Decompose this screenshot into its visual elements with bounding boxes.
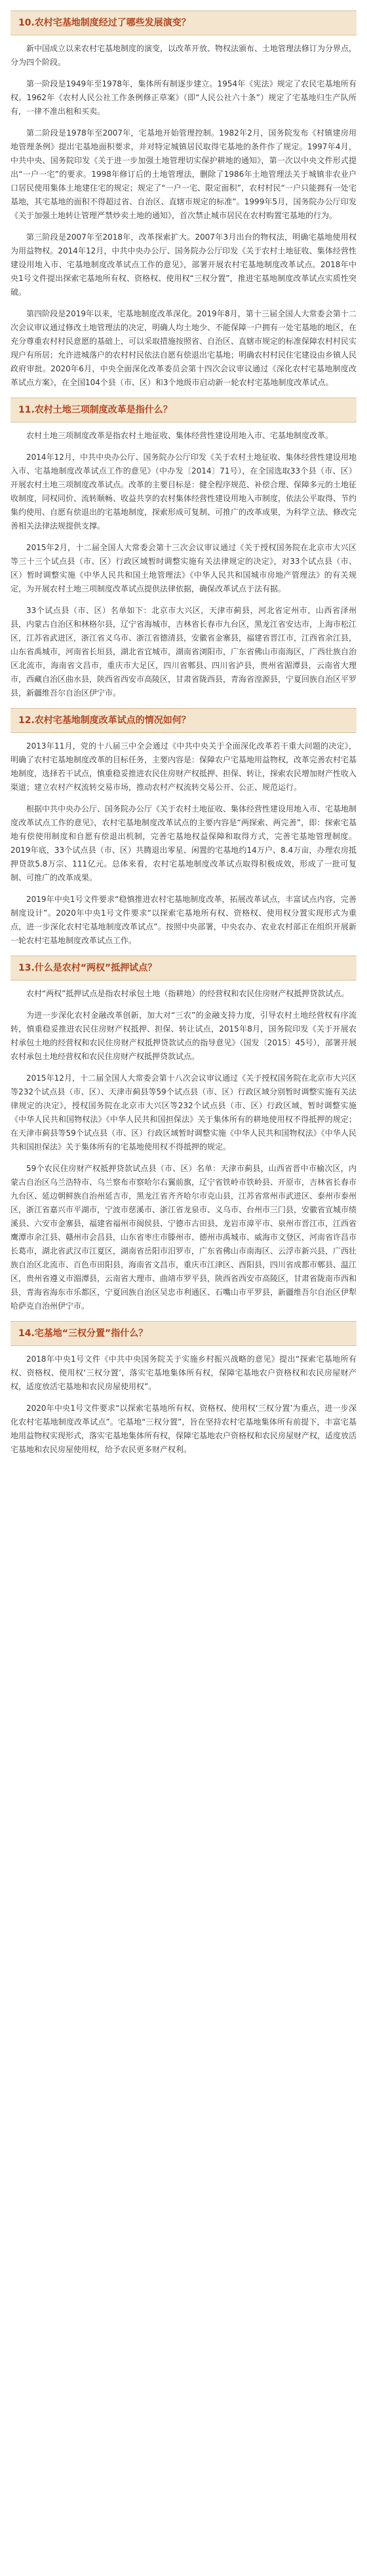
- section-title-13: 13.什么是农村“两权”抵押试点？: [10, 956, 357, 980]
- paragraph: 2018年中央1号文件《中共中央国务院关于实施乡村振兴战略的意见》提出“探索宅基地所有权、资格权、使用权‘三权分置’，落实宅基地集体所有权，保障宅基地农户资格权和农民房屋财产权，适度放活宅基地和农民房屋使用权”。: [10, 1354, 357, 1391]
- paragraph: 2013年11月，党的十八届三中全会通过《中共中央关于全面深化改革若干重大问题的决定》，明确了农村宅基地制度改革的目标任务，主要内容是：保障农户宅基地用益物权，改革完善农村宅基地制度，选择若干试点，慎重稳妥推进农民住房财产权抵押、担保、转让，探索农民增加财产性收入渠道；建立农村产权流转交易市场，推动农村产权流转交易公开、公正、规范运行。: [10, 741, 357, 792]
- paragraph: 第四阶段是2019年以来，宅基地制度改革深化。2019年8月，第十三届全国人大常委会第十二次会议审议通过修改土地管理法的决定，明确人均土地少、不能保障一户拥有一处宅基地的地区，在充分尊重农村村民意愿的基础上，可以采取措施按照省、自治区、直辖市规定的标准保障农村村民实现户有所居；允许进城落户的农村村民依法自愿有偿退出宅基地；明确农村村民住宅建设由乡镇人民政府审批。2020年6月，中央全面深化改革委员会第十四次会议审议通过《深化农村宅基地制度改革试点方案》，在全国104个县（市、区）和3个地级市启动新一轮农村宅基地制度改革试点。: [10, 309, 357, 387]
- paragraph: 新中国成立以来农村宅基地制度的演变，以改革开放、物权法颁布、土地管理法修订为分界点，分为四个阶段。: [10, 44, 357, 67]
- paragraph: 33个试点县（市、区）名单如下：北京市大兴区，天津市蓟县，河北省定州市，山西省泽州县，内蒙古自治区和林格尔县，辽宁省海城市，吉林省长春市九台区，黑龙江省安达市，上海市松江区，江苏省武进区，浙江省义乌市、浙江省德清县，安徽省金寨县，福建省晋江市，江西省余江县，山东省禹城市，河南省长垣县，湖北省宜城市，湖南省浏阳市，广东省佛山市南海区，广西壮族自治区北流市，海南省文昌市，重庆市大足区，四川省郫县、四川省泸县，贵州省湄潭县，云南省大理市，西藏自治区曲水县，陕西省西安市高陵区，甘肃省陇西县，青海省湟源县，宁夏回族自治区平罗县，新疆维吾尔自治区伊宁市。: [10, 606, 357, 698]
- paragraph: 2019年中央1号文件要求“稳慎推进农村宅基地制度改革，拓展改革试点，丰富试点内容，完善制度设计”。2020年中央1号文件要求“以探索宅基地所有权、资格权、使用权分置实现形式为重点，进一步深化农村宅基地制度改革试点”。按照中央部署，中央农办、农业农村部正在组织开展新一轮农村宅基地制度改革试点工作。: [10, 895, 357, 945]
- paragraph: 2020年中央1号文件要求“以探索宅基地所有权、资格权、使用权‘三权分置’为重点，进一步深化农村宅基地制度改革试点”。宅基地“三权分置”，旨在坚持农村宅基地集体所有前提下，丰富宅基地用益物权实现形式，落实宅基地集体所有权，保障宅基地农户资格权和农民房屋财产权，适度放活宅基地和农民房屋使用权，给予农民更多财产权利。: [10, 1404, 357, 1454]
- paragraph: 2015年12月，十二届全国人大常委会第十八次会议审议通过《关于授权国务院在北京市大兴区等232个试点县（市、区）、天津市蓟县等59个试点县（市、区）行政区域分别暂时调整实施有关法律规定的决定》，授权国务院在北京市大兴区等232个试点县（市、区）行政区域，暂时调整实施《中华人民共和国物权法》《中华人民共和国担保法》关于集体所有的耕地使用权不得抵押的规定；在天津市蓟县等59个试点县（市、区）行政区域暂时调整实施《中华人民共和国物权法》《中华人民共和国担保法》关于集体所有的宅基地使用权不得抵押的规定。: [10, 1073, 357, 1151]
- paragraph: 第一阶段是1949年至1978年，集体所有制逐步建立。1954年《宪法》规定了农民宅基地所有权。1962年《农村人民公社工作条例修正草案》（即“人民公社六十条”）规定了宅基地归生产队所有，一律不准出租和买卖。: [10, 79, 357, 116]
- section-title-14: 14.宅基地“三权分置”指什么？: [10, 1321, 357, 1346]
- paragraph: 根据中共中央办公厅、国务院办公厅《关于农村土地征收、集体经营性建设用地入市、宅基地制度改革试点工作的意见》，农村宅基地制度改革试点的主要内容是“两探索、两完善”，即：探索宅基地有偿使用制度和自愿有偿退出机制，完善宅基地权益保障和取得方式，完善宅基地管理制度。2019年底，33个试点县（市、区）共腾退出零星、闲置的宅基地约14万户、8.4万亩，办理农房抵押贷款5.8万宗、111亿元。总体来看，农村宅基地制度改革试点取得积极成效，形成了一批可复制、可推广的改革成果。: [10, 804, 357, 882]
- paragraph: 第二阶段是1978年至2007年，宅基地开始管理控制。1982年2月，国务院发布《村镇建房用地管理条例》提出宅基地面积要求，并对特定城镇居民取得宅基地的条件作了规定。1997年4月，中共中央、国务院印发《关于进一步加强土地管理切实保护耕地的通知》，第一次以中央文件形式提出“一户一宅”的要求。1998年修订后的土地管理法，删除了1986年土地管理法关于城镇非农业户口居民使用集体土地建住宅的规定；规定了“一户一宅、限定面积”，农村村民“一户只能拥有一处宅基地，其宅基地的面积不得超过省、自治区、直辖市规定的标准”。1999年5月，国务院办公厅印发《关于加强土地转让管理严禁炒卖土地的通知》，首次禁止城市居民在农村购置宅基地的行为。: [10, 128, 357, 220]
- paragraph: 59个农民住房财产权抵押贷款试点县（市、区）名单：天津市蓟县，山西省晋中市榆次区，内蒙古自治区乌兰浩特市、乌兰察布市察哈尔右翼前旗，辽宁省铁岭市铁岭县、开原市，吉林省长春市九台区、延边朝鲜族自治州延吉市，黑龙江省齐齐哈尔市克山县，江苏省常州市武进区、泰州市泰州区，浙江省嘉兴市平湖市，宁波市慈溪市、浙江省龙泉市、义乌市、台州市三门县，安徽省宣城市绩溪县、六安市金寨县，福建省福州市闽侯县、宁德市古田县、龙岩市漳平市、泉州市晋江市，江西省鹰潭市余江县、赣州市会昌县，山东省枣庄市滕州市、德州市禹城市、威海市文登区，河南省许昌市长葛市，湖北省武汉市江夏区，湖南省岳阳市汨罗市，广东省佛山市南海区、云浮市新兴县，广西壮族自治区北流市、百色市田阳县，海南省文昌市，重庆市江津区、酉阳县，四川省成都市郫县、温江区，贵州省遵义市湄潭县，云南省大理市、曲靖市罗平县，陕西省西安市高陵区，甘肃省陇南市西和县，青海省海东市乐都区，宁夏回族自治区吴忠市利通区、石嘴山市平罗县，新疆维吾尔自治区伊犁哈萨克自治州伊宁市。: [10, 1164, 357, 1311]
- section-title-12: 12.农村宅基地制度改革试点的情况如何？: [10, 708, 357, 733]
- paragraph: 2014年12月，中共中央办公厅、国务院办公厅印发《关于农村土地征收、集体经营性建设用地入市、宅基地制度改革试点工作的意见》（中办发〔2014〕71号），在全国选取33个县（市、区）开展农村土地三项制度改革试点。改革的主要目标是：健全程序规范、补偿合理、保障多元的土地征收制度，同权同价、流转顺畅、收益共享的农村集体经营性建设用地入市制度，依法公平取得、节约集约使用、自愿有偿退出的宅基地制度，探索形成可复制、可推广的改革成果，为科学立法、修改完善相关法律法规提供支撑。: [10, 453, 357, 531]
- paragraph: 2015年2月，十二届全国人大常委会第十三次会议审议通过《关于授权国务院在北京市大兴区等三十三个试点县（市、区）行政区域暂时调整实施有关法律规定的决定》，对33个试点县（市、区）暂时调整实施《中华人民共和国土地管理法》《中华人民共和国城市房地产管理法》的有关规定，为开展农村土地三项制度改革试点提供法律依据，确保改革试点于法有据。: [10, 543, 357, 593]
- section-title-11: 11.农村土地三项制度改革是指什么？: [10, 398, 357, 422]
- paragraph: 农村“两权”抵押试点是指农村承包土地（指耕地）的经营权和农民住房财产权抵押贷款试点。: [26, 989, 349, 998]
- section-title-10: 10.农村宅基地制度经过了哪些发展演变？: [10, 10, 357, 35]
- paragraph: 农村土地三项制度改革是指农村土地征收、集体经营性建设用地入市、宅基地制度改革。: [26, 431, 334, 440]
- paragraph: 第三阶段是2007年至2018年，改革探索扩大。2007年3月出台的物权法，明确宅基地使用权为用益物权。2014年12月，中共中央办公厅、国务院办公厅印发《关于农村土地征收、集体经营性建设用地入市、宅基地制度改革试点工作的意见》，部署开展农村宅基地制度改革试点。2018年中央1号文件提出探索宅基地所有权、资格权、使用权“三权分置”，推进宅基地制度改革试点实质性突破。: [10, 233, 357, 297]
- paragraph: 为进一步深化农村金融改革创新，加大对“三农”的金融支持力度，引导农村土地经营权有序流转，慎重稳妥推进农民住房财产权抵押、担保、转让试点，2015年8月，国务院印发《关于开展农村承包土地的经营权和农民住房财产权抵押贷款试点的指导意见》（国发〔2015〕45号），部署开展农村承包土地经营权和农民住房财产权抵押贷款试点。: [10, 1011, 357, 1061]
